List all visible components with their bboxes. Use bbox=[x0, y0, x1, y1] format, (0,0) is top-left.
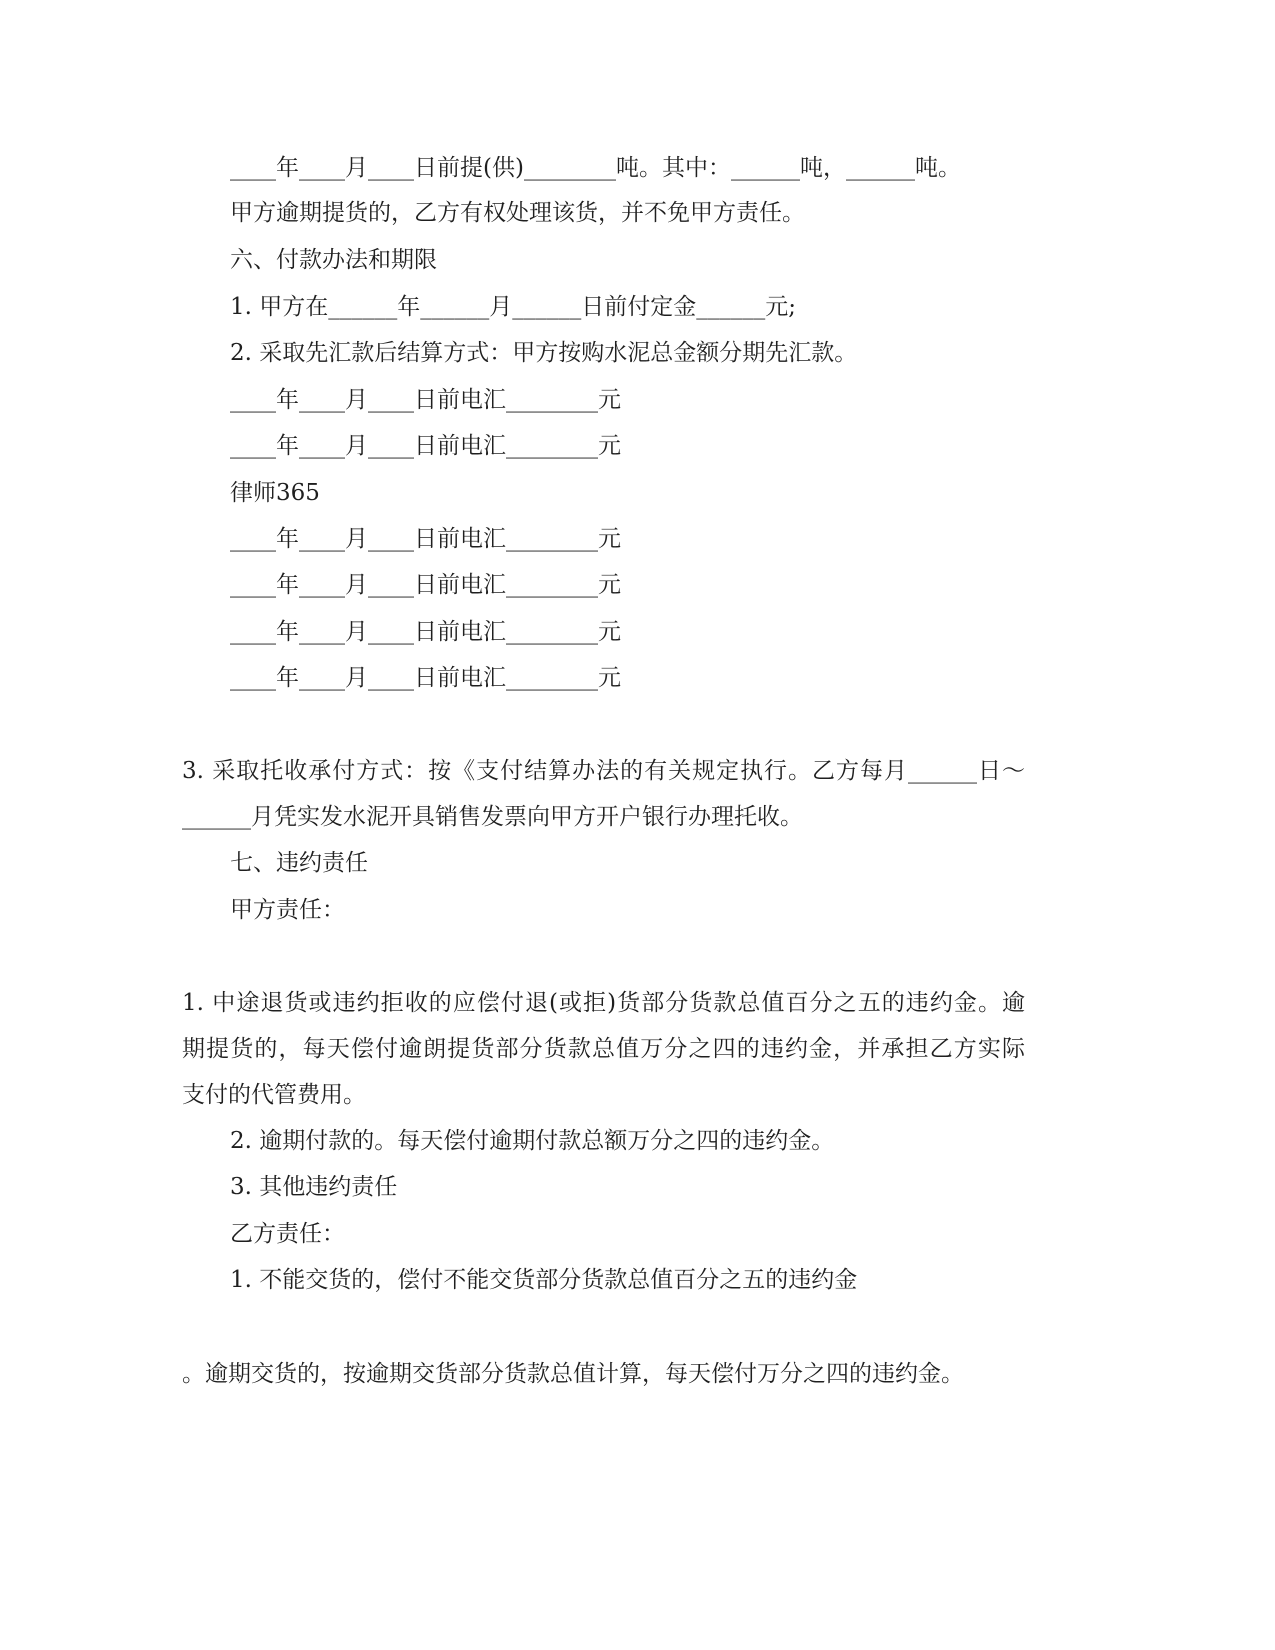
collection-clause-line-2: ______月凭实发水泥开具销售发票向甲方开户银行办理托收。 bbox=[182, 804, 803, 830]
remittance-line: ____年____月____日前电汇________元 bbox=[230, 572, 621, 598]
prepay-method-clause: 2. 采取先汇款后结算方式：甲方按购水泥总金额分期先汇款。 bbox=[230, 340, 858, 366]
collection-clause-line-1: 3. 采取托收承付方式：按《支付结算办法的有关规定执行。乙方每月______日～ bbox=[182, 758, 1025, 784]
remittance-line: ____年____月____日前电汇________元 bbox=[230, 387, 621, 413]
party-a-heading: 甲方责任： bbox=[230, 897, 345, 923]
overdue-pickup-note: 甲方逾期提货的，乙方有权处理该货，并不免甲方责任。 bbox=[230, 200, 805, 226]
party-a-item1-line-3: 支付的代管费用。 bbox=[182, 1082, 366, 1108]
party-b-item1-continuation: 。逾期交货的，按逾期交货部分货款总值计算，每天偿付万分之四的违约金。 bbox=[182, 1361, 964, 1387]
deposit-clause: 1. 甲方在______年______月______日前付定金______元; bbox=[230, 294, 797, 320]
party-b-item1: 1. 不能交货的，偿付不能交货部分货款总值百分之五的违约金 bbox=[230, 1267, 858, 1293]
remittance-line: ____年____月____日前电汇________元 bbox=[230, 526, 621, 552]
payment-section-heading: 六、付款办法和期限 bbox=[230, 247, 437, 273]
remittance-line: ____年____月____日前电汇________元 bbox=[230, 665, 621, 691]
party-a-item2: 2. 逾期付款的。每天偿付逾期付款总额万分之四的违约金。 bbox=[230, 1128, 835, 1154]
breach-section-heading: 七、违约责任 bbox=[230, 850, 368, 876]
party-a-item1-line-2: 期提货的，每天偿付逾朗提货部分货款总值万分之四的违约金，并承担乙方实际 bbox=[182, 1036, 1025, 1062]
source-mark: 律师365 bbox=[230, 480, 320, 506]
remittance-line: ____年____月____日前电汇________元 bbox=[230, 619, 621, 645]
party-a-item1-line-1: 1. 中途退货或违约拒收的应偿付退(或拒)货部分货款总值百分之五的违约金。逾 bbox=[182, 990, 1025, 1016]
party-a-item3: 3. 其他违约责任 bbox=[230, 1174, 398, 1200]
party-b-heading: 乙方责任： bbox=[230, 1221, 345, 1247]
remittance-line: ____年____月____日前电汇________元 bbox=[230, 433, 621, 459]
delivery-schedule-line: ____年____月____日前提(供)________吨。其中：______吨，______吨。 bbox=[230, 155, 961, 181]
